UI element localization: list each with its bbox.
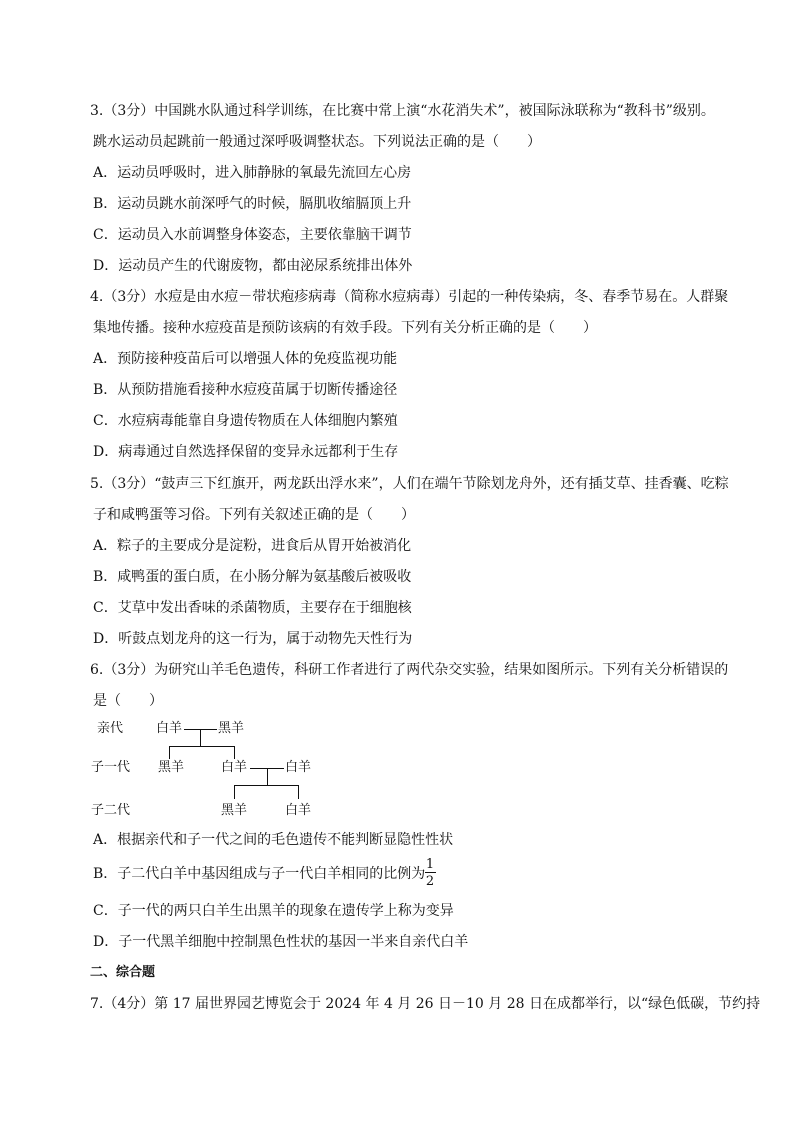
f2-white-goat: 白羊 [285, 803, 312, 818]
parent-white-goat: 白羊 [156, 721, 183, 736]
q4-stem-line1: 4.（3分）水痘是由水痘－带状疱疹病毒（简称水痘病毒）引起的一种传染病，冬、春季节易在。人群聚 [90, 289, 729, 305]
q5-option-d: D．听鼓点划龙舟的这一行为，属于动物先天性行为 [93, 631, 413, 647]
q3-option-b: B．运动员跳水前深呼气的时候，膈肌收缩膈顶上升 [93, 196, 412, 212]
q6-option-a: A．根据亲代和子一代之间的毛色遗传不能判断显隐性性状 [93, 832, 454, 848]
f1-black-branch [169, 746, 170, 759]
q5-option-b: B．咸鸭蛋的蛋白质，在小肠分解为氨基酸后被吸收 [93, 569, 412, 585]
f1-partner-white-goat: 白羊 [285, 760, 312, 775]
generation-label-parent: 亲代 [97, 721, 124, 736]
q6-option-d: D．子一代黑羊细胞中控制黑色性状的基因一半来自亲代白羊 [93, 934, 469, 950]
q6-stem-line2: 是（ ） [93, 693, 163, 709]
q4-option-d: D．病毒通过自然选择保留的变异永远都利于生存 [93, 444, 399, 460]
q7-stem-line1: 7.（4分）第 17 届世界园艺博览会于 2024 年 4 月 26 日－10 月 28 日在成都举行，以“绿色低碳，节约持 [90, 996, 761, 1012]
f1-white-branch [234, 746, 235, 759]
q6-option-b-fraction-denominator: 2 [425, 874, 435, 889]
parent-black-goat: 黑羊 [218, 721, 245, 736]
q3-stem-line2: 跳水运动员起跳前一般通过深呼吸调整状态。下列说法正确的是（ ） [93, 134, 541, 150]
f1-black-goat: 黑羊 [158, 760, 185, 775]
parent-offspring-stem [200, 729, 201, 746]
f2-white-branch [298, 785, 299, 799]
q5-option-a: A．粽子的主要成分是淀粉，进食后从胃开始被消化 [93, 538, 412, 554]
f2-black-goat: 黑羊 [221, 803, 248, 818]
q5-stem-line1: 5.（3分）“鼓声三下红旗开，两龙跃出浮水来”，人们在端午节除划龙舟外，还有插艾草、挂香囊、吃粽 [90, 476, 729, 492]
q3-option-c: C．运动员入水前调整身体姿态，主要依靠脑干调节 [93, 227, 412, 243]
q3-option-a: A．运动员呼吸时，进入肺静脉的氧最先流回左心房 [93, 165, 412, 181]
q5-stem-line2: 子和咸鸭蛋等习俗。下列有关叙述正确的是（ ） [93, 507, 415, 523]
q4-option-b: B．从预防措施看接种水痘疫苗属于切断传播途径 [93, 382, 398, 398]
q3-stem-line1: 3.（3分）中国跳水队通过科学训练，在比赛中常上演“水花消失术”，被国际泳联称为“教科书”级别。 [90, 103, 715, 119]
generation-label-f2: 子二代 [91, 803, 131, 818]
q4-option-a: A．预防接种疫苗后可以增强人体的免疫监视功能 [93, 351, 398, 367]
q6-option-b: B．子二代白羊中基因组成与子一代白羊相同的比例为 [93, 866, 426, 882]
q4-stem-line2: 集地传播。接种水痘疫苗是预防该病的有效手段。下列有关分析正确的是（ ） [93, 320, 597, 336]
q6-option-c: C．子一代的两只白羊生出黑羊的现象在遗传学上称为变异 [93, 903, 454, 919]
q6-option-b-fraction-numerator: 1 [425, 857, 435, 872]
section-heading: 二、综合题 [90, 965, 156, 980]
f2-black-branch [234, 785, 235, 799]
parent-offspring-bracket [169, 746, 234, 747]
q5-option-c: C．艾草中发出香味的杀菌物质，主要存在于细胞核 [93, 600, 412, 616]
f1-white-goat: 白羊 [221, 760, 248, 775]
f1-offspring-stem [267, 768, 268, 785]
f1-offspring-bracket [234, 785, 298, 786]
q3-option-d: D．运动员产生的代谢废物，都由泌尿系统排出体外 [93, 258, 413, 274]
q6-option-b-fraction-bar [425, 872, 436, 873]
q4-option-c: C．水痘病毒能靠自身遗传物质在人体细胞内繁殖 [93, 413, 398, 429]
generation-label-f1: 子一代 [91, 760, 131, 775]
q6-stem-line1: 6.（3分）为研究山羊毛色遗传，科研工作者进行了两代杂交实验，结果如图所示。下列有关分析错误的 [90, 662, 729, 678]
